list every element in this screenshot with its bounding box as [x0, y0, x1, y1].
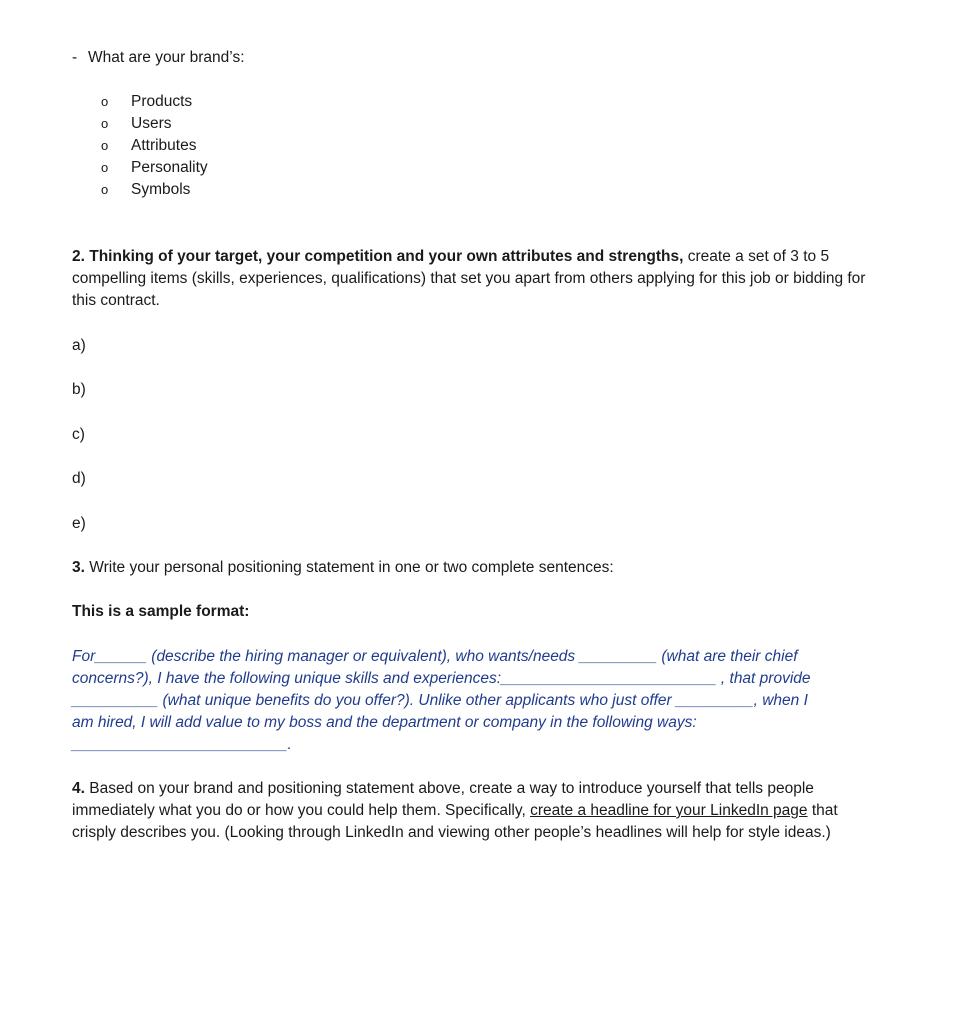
list-item-label: Symbols [131, 181, 191, 198]
question-3 [72, 557, 872, 579]
question-2 [72, 246, 872, 312]
list-item-label: Users [131, 115, 172, 132]
answer-label-e: e) [72, 515, 86, 532]
linkedin-headline-link-text: create a headline for your LinkedIn page [530, 802, 808, 819]
circle-bullet-icon: o [101, 182, 109, 197]
answer-label-c: c) [72, 426, 85, 443]
answer-label-a: a) [72, 337, 86, 354]
circle-bullet-icon: o [101, 94, 109, 109]
answer-label-d: d) [72, 470, 86, 487]
sample-line: _________________________. [72, 736, 292, 753]
circle-bullet-icon: o [101, 116, 109, 131]
circle-bullet-icon: o [101, 138, 109, 153]
list-item [101, 135, 208, 157]
question-2-bold-text: Thinking of your target, your competition and your own attributes and strengths, [89, 248, 684, 265]
list-item [101, 113, 208, 135]
brand-list [101, 91, 208, 201]
sample-line: For______ (describe the hiring manager or equivalent), who wants/needs _________ (what are their chief [72, 648, 798, 665]
answer-label-b: b) [72, 381, 86, 398]
question-2-text: create a set of 3 to 5 compelling items (skills, experiences, qualifications) that set you apart from others applying for this job or bidding for this contract. [72, 248, 866, 309]
brand-question-text: What are your brand’s: [88, 49, 245, 66]
list-item [101, 91, 208, 113]
brand-question [72, 47, 245, 69]
dash-bullet: - [72, 49, 78, 66]
list-item [101, 157, 208, 179]
circle-bullet-icon: o [101, 160, 109, 175]
list-item-label: Attributes [131, 137, 197, 154]
list-item-label: Products [131, 93, 193, 110]
list-item-label: Personality [131, 159, 208, 176]
sample-format-heading: This is a sample format: [72, 603, 250, 620]
question-4-text-end: that crisply describes you. (Looking through LinkedIn and viewing other people’s headlines will help for style ideas.) [72, 802, 838, 841]
question-4 [72, 778, 847, 844]
question-3-number: 3. [72, 559, 85, 576]
sample-line: am hired, I will add value to my boss and the department or company in the following ways: [72, 714, 697, 731]
sample-line: __________ (what unique benefits do you offer?). Unlike other applicants who just offer _________, when I [72, 692, 808, 709]
sample-statement [72, 646, 862, 756]
question-3-text: Write your personal positioning statement in one or two complete sentences: [89, 559, 614, 576]
question-4-number: 4. [72, 780, 85, 797]
list-item [101, 179, 208, 201]
question-4-text: Based on your brand and positioning statement above, create a way to introduce yourself that tells people immediately what you do or how you could help them. Specifically, [72, 780, 814, 819]
question-2-number: 2. [72, 248, 85, 265]
sample-line: concerns?), I have the following unique skills and experiences:_________________________ , that provide [72, 670, 811, 687]
